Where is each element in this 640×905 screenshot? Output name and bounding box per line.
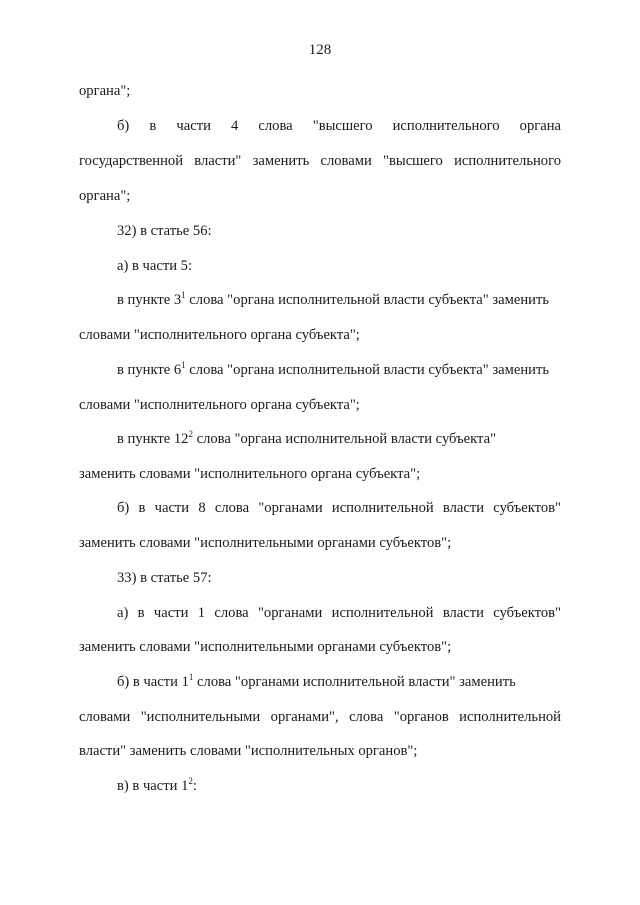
- superscript: 1: [188, 672, 194, 682]
- text-line: б) в части 4 слова "высшего исполнительного органа: [117, 118, 561, 134]
- text-line: государственной власти" заменить словами "высшего исполнительного: [79, 153, 561, 169]
- superscript: 2: [188, 776, 193, 786]
- text-line: 32) в статье 56:: [117, 223, 212, 239]
- text-line: заменить словами "исполнительными органами субъектов";: [79, 639, 452, 655]
- text-segment: слова "органа исполнительной власти субъекта" заменить: [185, 362, 549, 378]
- text-line: а) в части 5:: [117, 258, 193, 274]
- text-line-superscript: [117, 673, 561, 691]
- text-line-superscript: [117, 777, 561, 795]
- text-line-superscript: [117, 291, 561, 309]
- text-line: заменить словами "исполнительными органами субъектов";: [79, 535, 452, 551]
- text-line: словами "исполнительного органа субъекта";: [79, 397, 360, 413]
- superscript: 2: [188, 429, 193, 439]
- text-segment: слова "органа исполнительной власти субъекта": [192, 431, 497, 447]
- superscript: 1: [181, 290, 186, 300]
- text-line: словами "исполнительного органа субъекта";: [79, 327, 360, 343]
- text-line: органа";: [79, 188, 131, 204]
- text-segment: в) в части 1: [117, 778, 189, 794]
- text-segment: слова "органа исполнительной власти субъекта" заменить: [185, 292, 549, 308]
- text-segment: в пункте 3: [117, 292, 182, 308]
- text-segment: в пункте 12: [117, 431, 189, 447]
- text-line: органа";: [79, 83, 131, 99]
- text-segment: в пункте 6: [117, 362, 182, 378]
- text-segment: слова "органами исполнительной власти" заменить: [193, 674, 516, 690]
- text-line: словами "исполнительными органами", слова "органов исполнительной: [79, 709, 561, 725]
- text-line: а) в части 1 слова "органами исполнительной власти субъектов": [117, 605, 561, 621]
- text-segment: :: [192, 778, 197, 794]
- text-segment: б) в части 1: [117, 674, 189, 690]
- text-line-superscript: [117, 430, 561, 448]
- superscript: 1: [181, 360, 186, 370]
- text-line: заменить словами "исполнительного органа субъекта";: [79, 466, 421, 482]
- text-line: б) в части 8 слова "органами исполнительной власти субъектов": [117, 500, 561, 516]
- text-line-superscript: [117, 361, 561, 379]
- text-line: власти" заменить словами "исполнительных органов";: [79, 743, 418, 759]
- page-number: 128: [308, 42, 332, 58]
- text-line: 33) в статье 57:: [117, 570, 212, 586]
